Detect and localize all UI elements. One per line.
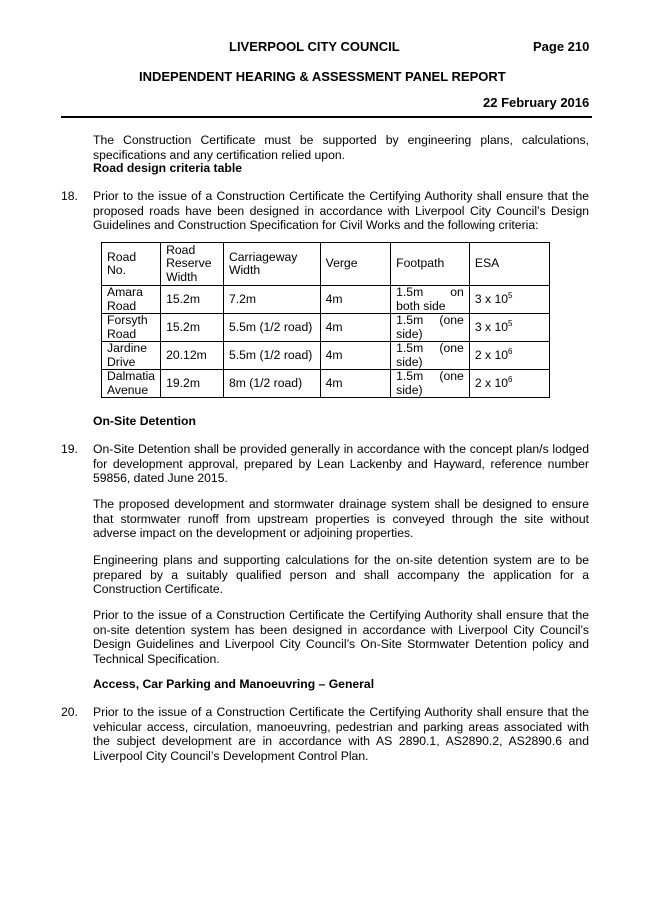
cell-carriageway: 5.5m (1/2 road) xyxy=(223,342,320,370)
cell-reserve: 19.2m xyxy=(161,370,224,398)
item-19-text: On-Site Detention shall be provided generally in accordance with the concept plan/s lodged for development approval, prepared by Lean Lackenby and Hayward, reference number 59856, dated June 2015. xyxy=(93,442,589,485)
cell-footpath: 1.5m (one side) xyxy=(391,370,470,398)
table-heading: Road design criteria table xyxy=(93,161,242,175)
table-row xyxy=(102,314,550,342)
header-rule xyxy=(61,116,592,118)
osd-paragraph-2: The proposed development and stormwater drainage system shall be designed to ensure that stormwater runoff from upstream properties is conveyed through the site without adverse impact on the development or adjoining properties. xyxy=(93,497,589,540)
table-header-row xyxy=(102,243,550,286)
council-name: LIVERPOOL CITY COUNCIL xyxy=(229,39,400,54)
header-esa: ESA xyxy=(469,243,549,286)
item-number: 19. xyxy=(61,442,78,456)
cell-carriageway: 7.2m xyxy=(223,286,320,314)
cell-reserve: 15.2m xyxy=(161,314,224,342)
cell-footpath: 1.5m (one side) xyxy=(391,314,470,342)
cell-reserve: 15.2m xyxy=(161,286,224,314)
item-number: 20. xyxy=(61,705,78,719)
cell-footpath: 1.5m on both side xyxy=(391,286,470,314)
header-verge: Verge xyxy=(320,243,390,286)
cell-verge: 4m xyxy=(320,314,390,342)
report-title: INDEPENDENT HEARING & ASSESSMENT PANEL REPORT xyxy=(139,69,506,84)
header-footpath: Footpath xyxy=(391,243,470,286)
cell-road: Dalmatia Avenue xyxy=(102,370,161,398)
table-row xyxy=(102,370,550,398)
cell-esa: 2 x $10^6$ xyxy=(469,370,549,398)
cell-verge: 4m xyxy=(320,370,390,398)
cell-footpath: 1.5m (one side) xyxy=(391,342,470,370)
page-number: Page 210 xyxy=(533,39,590,54)
table-row xyxy=(102,342,550,370)
header-road-no: Road No. xyxy=(102,243,161,286)
section-heading-access: Access, Car Parking and Manoeuvring – General xyxy=(93,677,375,691)
osd-paragraph-4: Prior to the issue of a Construction Certificate the Certifying Authority shall ensure that the on-site detention system has been designed in accordance with Liverpool City Council’s Design Guidelines and Liverpool City Council’s On-Site Stormwater Detention policy and Technical Specification. xyxy=(93,608,589,666)
report-date: 22 February 2016 xyxy=(483,95,590,110)
cell-road: Amara Road xyxy=(102,286,161,314)
osd-paragraph-3: Engineering plans and supporting calculations for the on-site detention system are to be prepared by a suitably qualified person and shall accompany the application for a Construction Certificate. xyxy=(93,553,589,596)
cell-road: Jardine Drive xyxy=(102,342,161,370)
item-number: 18. xyxy=(61,189,78,203)
road-criteria-table xyxy=(101,242,550,398)
cell-carriageway: 5.5m (1/2 road) xyxy=(223,314,320,342)
cell-verge: 4m xyxy=(320,342,390,370)
table-row xyxy=(102,286,550,314)
cell-verge: 4m xyxy=(320,286,390,314)
section-heading-osd: On-Site Detention xyxy=(93,414,196,428)
cell-road: Forsyth Road xyxy=(102,314,161,342)
cell-carriageway: 8m (1/2 road) xyxy=(223,370,320,398)
header-road-reserve-width: Road Reserve Width xyxy=(161,243,224,286)
cell-esa: 3 x $10^5$ xyxy=(469,286,549,314)
item-20-text: Prior to the issue of a Construction Certificate the Certifying Authority shall ensure that the vehicular access, circulation, manoeuvring, pedestrian and parking areas associated with the subject development are in accordance with AS 2890.1, AS2890.2, AS2890.6 and Liverpool City Council’s Development Control Plan. xyxy=(93,705,589,763)
cell-esa: 3 x $10^5$ xyxy=(469,314,549,342)
header-carriageway-width: Carriageway Width xyxy=(223,243,320,286)
cell-reserve: 20.12m xyxy=(161,342,224,370)
intro-paragraph: The Construction Certificate must be supported by engineering plans, calculations, specifications and any certification relied upon. xyxy=(93,133,589,162)
cell-esa: 2 x $10^6$ xyxy=(469,342,549,370)
item-18-text: Prior to the issue of a Construction Certificate the Certifying Authority shall ensure that the proposed roads have been designed in accordance with Liverpool City Council’s Design Guidelines and Construction Specification for Civil Works and the following criteria: xyxy=(93,189,589,232)
